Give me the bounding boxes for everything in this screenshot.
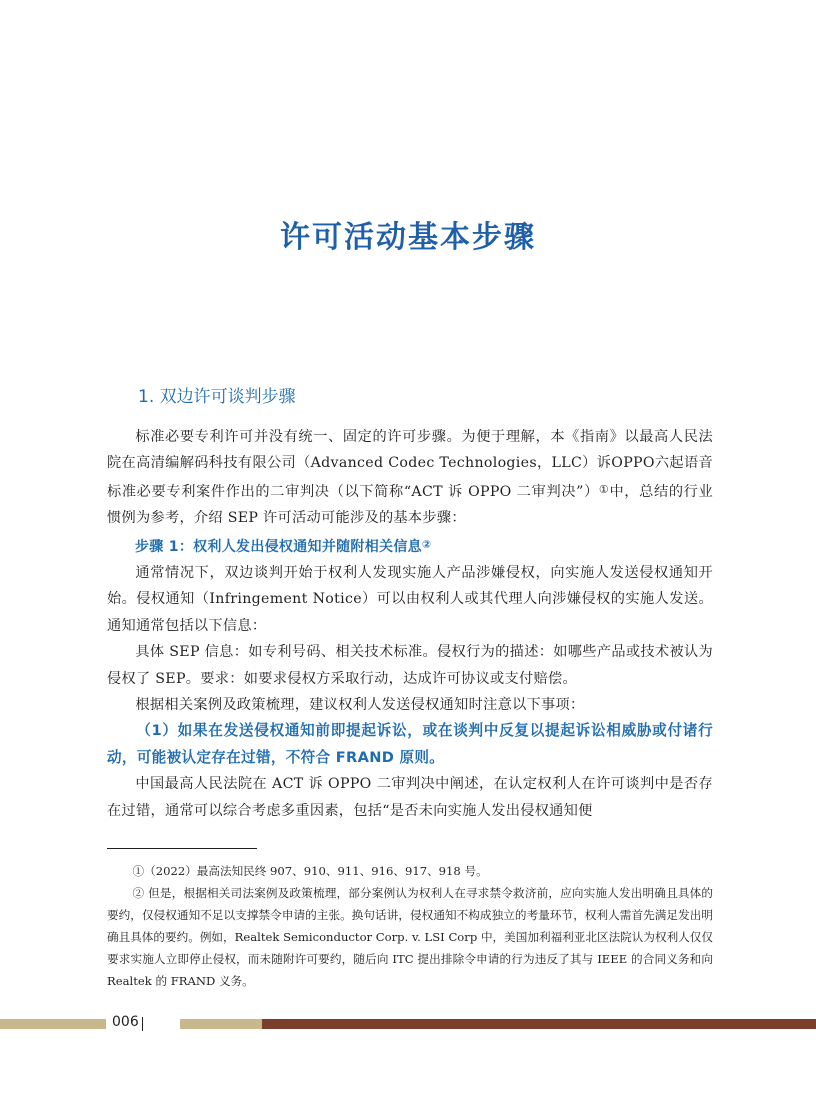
footnote-1: ①（2022）最高法知民终 907、910、911、916、917、918 号。: [132, 864, 488, 878]
paragraph-intro-tail: 中，总结的行业惯例为参考，介绍 SEP 许可活动可能涉及的基本步骤：: [107, 483, 714, 527]
paragraph-notice-contents: 具体 SEP 信息：如专利号码、相关技术标准。侵权行为的描述：如哪些产品或技术被认为侵权了 SEP。要求：如要求侵权方采取行动，达成许可协议或支付赔偿。: [107, 644, 713, 687]
page-title: 许可活动基本步骤: [280, 220, 536, 255]
footnote-mark-2[interactable]: ②: [421, 537, 432, 551]
paragraph-act-oppo: 中国最高人民法院在 ACT 诉 OPPO 二审判决中阐述，在认定权利人在许可谈判中是否存在过错，通常可以综合考虑多重因素，包括“是否未向实施人发出侵权通知便: [107, 776, 713, 819]
paragraph-notice: 通常情况下，双边谈判开始于权利人发现实施人产品涉嫌侵权，向实施人发送侵权通知开始。侵权通知（Infringement Notice）可以由权利人或其代理人向涉嫌侵权的实施人发送。通知通常包括以下信息：: [107, 565, 713, 634]
paragraph-intro-text: 标准必要专利许可并没有统一、固定的许可步骤。为便于理解，本《指南》以最高人民法院在高清编解码科技有限公司（Advanced Codec Technologies，LLC）诉OPPO六起语音标准必要专利案件作出的二审判决（以下简称“ACT 诉 OPPO 二审判决”）: [107, 429, 713, 500]
footnote-mark-1[interactable]: ①: [598, 482, 610, 496]
point-1-heading: （1）如果在发送侵权通知前即提起诉讼，或在谈判中反复以提起诉讼相威胁或付诸行动，可能被认定存在过错，不符合 FRAND 原则。: [107, 722, 713, 766]
paragraph-recommendations: 根据相关案例及政策梳理，建议权利人发送侵权通知时注意以下事项：: [135, 697, 585, 714]
footnote-2: ② 但是，根据相关司法案例及政策梳理，部分案例认为权利人在寻求禁令救济前，应向实施人发出明确且具体的要约，仅侵权通知不足以支撑禁令申请的主张。换句话讲，侵权通知不构成独立的考量环节，权利人需首先满足发出明确且具体的要约。例如，Realtek Semiconductor Corp. v. LSI Corp 中，美国加利福利亚北区法院认为权利人仅仅要求实施人立即停止侵权，而未随附许可要约，随后向 ITC 提出排除令申请的行为违反了其与 IEEE 的合同义务和向 Realtek 的 FRAND 义务。: [107, 886, 713, 988]
step-1-heading-text: 步骤 1：权利人发出侵权通知并随附相关信息: [135, 538, 422, 555]
section-heading: 1. 双边许可谈判步骤: [138, 387, 296, 407]
page-number: 006: [112, 1014, 139, 1030]
body-text: [107, 424, 713, 824]
paragraph-intro: [107, 424, 713, 532]
step-1-heading: [107, 532, 713, 560]
footnotes: [107, 860, 713, 992]
footer-bar-right: [262, 1019, 816, 1029]
footer-bar-accent: [180, 1019, 262, 1029]
footnote-divider: [107, 848, 257, 849]
footer-bar-left: [0, 1019, 106, 1029]
page-number-separator: [142, 1017, 143, 1031]
